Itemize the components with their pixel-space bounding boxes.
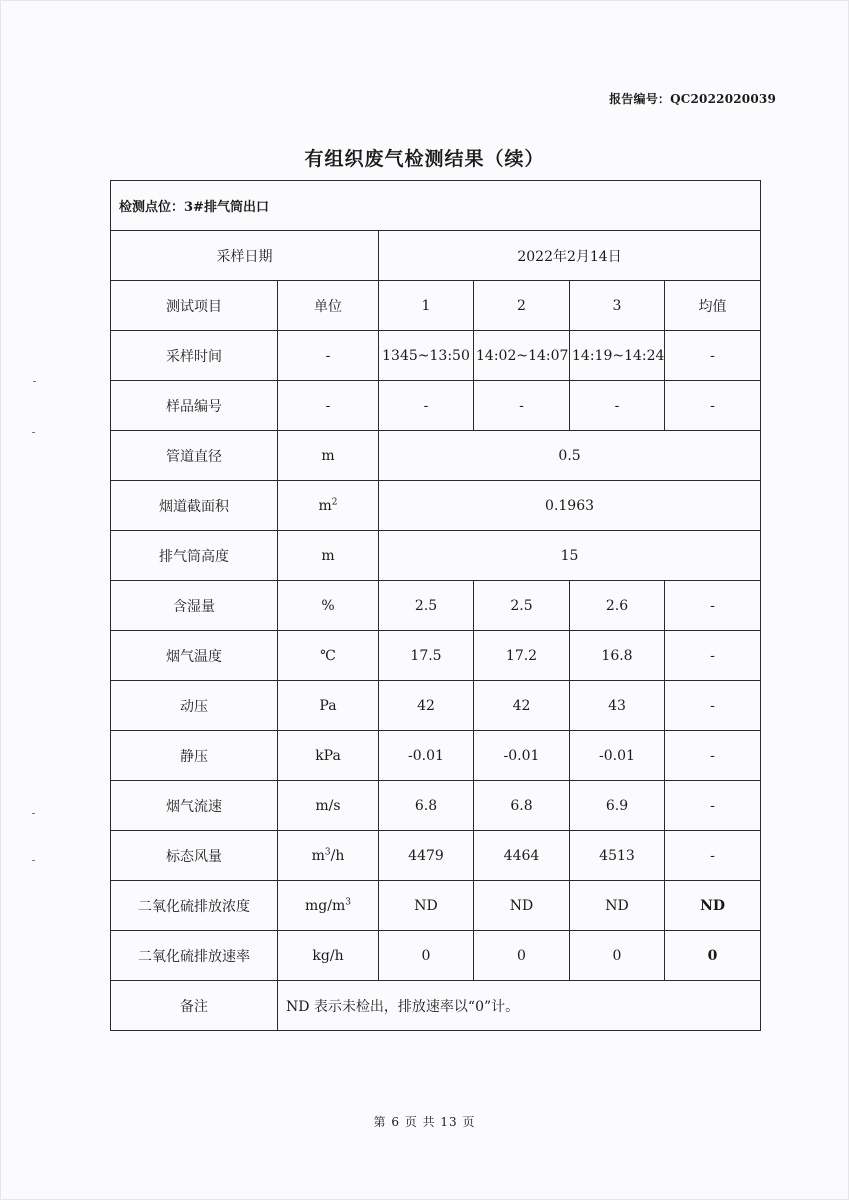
table-cell: -: [665, 781, 761, 831]
table-row: [111, 981, 761, 1031]
sampling-date: 2022年2月14日: [379, 231, 761, 281]
table-cell: 2.5: [379, 581, 474, 631]
table-cell: 0: [474, 931, 570, 981]
row-label: 管道直径: [111, 431, 278, 481]
unit-base: mg/m: [305, 897, 346, 914]
table-cell: 1345~13:50: [379, 331, 474, 381]
page-number: 第 6 页 共 13 页: [373, 1115, 476, 1129]
table-cell: -: [665, 331, 761, 381]
row-unit: -: [278, 381, 379, 431]
table-cell: -: [665, 581, 761, 631]
row-label: 烟气流速: [111, 781, 278, 831]
unit-exponent: 3: [345, 896, 351, 907]
table-row: [111, 731, 761, 781]
table-cell: -: [570, 381, 665, 431]
results-table: [110, 180, 761, 1031]
table-cell: 6.9: [570, 781, 665, 831]
table-cell: 14:02~14:07: [474, 331, 570, 381]
page-title: 有组织废气检测结果（续）: [304, 148, 545, 170]
table-row: [111, 431, 761, 481]
row-unit: [278, 481, 379, 531]
column-header: 单位: [278, 281, 379, 331]
row-unit: [278, 831, 379, 881]
table-cell: ND: [379, 881, 474, 931]
table-row: [111, 831, 761, 881]
scan-speck: [32, 813, 35, 814]
report-number: 报告编号：QC2022020039: [609, 92, 776, 106]
column-header: 1: [379, 281, 474, 331]
unit-base: m: [318, 497, 332, 514]
column-header: 测试项目: [111, 281, 278, 331]
sampling-date-label: 采样日期: [111, 231, 379, 281]
table-row: [111, 531, 761, 581]
table-row: [111, 481, 761, 531]
table-cell: 0: [665, 931, 761, 981]
scan-speck: [33, 381, 36, 382]
row-unit: ℃: [278, 631, 379, 681]
row-unit: kg/h: [278, 931, 379, 981]
table-cell: -: [665, 631, 761, 681]
row-unit: %: [278, 581, 379, 631]
scan-speck: [32, 860, 35, 861]
row-label: 排气筒高度: [111, 531, 278, 581]
row-unit: m: [278, 431, 379, 481]
table-cell: 4479: [379, 831, 474, 881]
table-cell: -: [665, 381, 761, 431]
table-cell: 2.6: [570, 581, 665, 631]
table-cell: -0.01: [379, 731, 474, 781]
row-label: 样品编号: [111, 381, 278, 431]
row-unit: Pa: [278, 681, 379, 731]
table-cell: 43: [570, 681, 665, 731]
scan-speck: [32, 432, 35, 433]
table-cell: 17.2: [474, 631, 570, 681]
row-label: 烟道截面积: [111, 481, 278, 531]
table-cell: -0.01: [474, 731, 570, 781]
row-label: 动压: [111, 681, 278, 731]
table-cell: 14:19~14:24: [570, 331, 665, 381]
unit-base: m: [311, 847, 325, 864]
table-cell: 2.5: [474, 581, 570, 631]
table-cell: 0: [570, 931, 665, 981]
row-unit: kPa: [278, 731, 379, 781]
row-label: 采样时间: [111, 331, 278, 381]
row-label: 二氧化硫排放速率: [111, 931, 278, 981]
table-cell: ND: [570, 881, 665, 931]
table-cell: 6.8: [379, 781, 474, 831]
table-cell: 4464: [474, 831, 570, 881]
remark-text: ND 表示未检出，排放速率以“0”计。: [278, 981, 761, 1031]
column-header: 3: [570, 281, 665, 331]
table-cell: -: [379, 381, 474, 431]
row-label: 含湿量: [111, 581, 278, 631]
table-row: [111, 181, 761, 231]
table-cell: -0.01: [570, 731, 665, 781]
table-cell: 42: [474, 681, 570, 731]
column-header: 2: [474, 281, 570, 331]
row-label: 静压: [111, 731, 278, 781]
table-cell: -: [665, 681, 761, 731]
row-unit: m/s: [278, 781, 379, 831]
table-cell: 0.1963: [379, 481, 761, 531]
table-row: [111, 231, 761, 281]
table-row: [111, 381, 761, 431]
table-row: [111, 781, 761, 831]
table-header-row: [111, 281, 761, 331]
unit-exponent: 3: [324, 846, 331, 857]
table-cell: 16.8: [570, 631, 665, 681]
unit-exponent: 2: [331, 496, 338, 507]
table-row: [111, 331, 761, 381]
table-cell: -: [665, 731, 761, 781]
table-cell: -: [665, 831, 761, 881]
table-row: [111, 881, 761, 931]
row-label: 烟气温度: [111, 631, 278, 681]
table-cell: 6.8: [474, 781, 570, 831]
table-row: [111, 631, 761, 681]
table-cell: 15: [379, 531, 761, 581]
row-label: 二氧化硫排放浓度: [111, 881, 278, 931]
table-cell: 4513: [570, 831, 665, 881]
column-header: 均值: [665, 281, 761, 331]
table-cell: 0: [379, 931, 474, 981]
monitoring-point: 检测点位：3#排气筒出口: [111, 181, 761, 231]
row-label: 标态风量: [111, 831, 278, 881]
row-unit: m: [278, 531, 379, 581]
table-cell: ND: [474, 881, 570, 931]
table-row: [111, 581, 761, 631]
table-cell: -: [474, 381, 570, 431]
table-cell: 17.5: [379, 631, 474, 681]
table-row: [111, 931, 761, 981]
remark-label: 备注: [111, 981, 278, 1031]
table-cell: 42: [379, 681, 474, 731]
table-cell: 0.5: [379, 431, 761, 481]
table-row: [111, 681, 761, 731]
row-unit: -: [278, 331, 379, 381]
table-cell: ND: [665, 881, 761, 931]
row-unit: [278, 881, 379, 931]
unit-tail: /h: [330, 847, 345, 864]
